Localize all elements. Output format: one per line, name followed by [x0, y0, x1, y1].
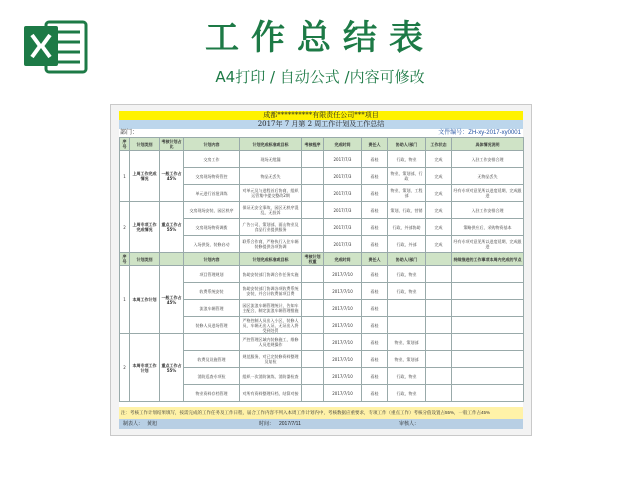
row-date: 2017/7/3	[324, 168, 362, 185]
work-table	[119, 137, 524, 402]
row-number: 2	[120, 334, 130, 402]
row-assist: 行政，物业	[388, 368, 426, 385]
row-date: 2017/7/3	[324, 185, 362, 202]
row-note: 经有专项对意见所以进度延期，完成跟进	[452, 185, 524, 202]
row-exam	[302, 300, 324, 317]
row-target: 对单元及与进程首后协商，组织运管集中提交整改2期	[240, 185, 302, 202]
row-owner: 看桂	[362, 300, 388, 317]
column-header	[160, 253, 184, 266]
row-owner: 看桂	[362, 151, 388, 168]
row-content: 流浪车辆管理	[184, 300, 240, 317]
column-header: 工作状态	[426, 138, 452, 151]
row-date: 2017/7/10	[324, 283, 362, 300]
row-owner: 看桂	[362, 317, 388, 334]
row-exam	[302, 236, 324, 253]
row-note	[452, 317, 524, 334]
row-assist: 行政，物业	[388, 283, 426, 300]
note-row: 注：考核工作计划结果填写，按需完成的工作任务及工作日程，届合工作内容不列入本周工作计划内中，考核数据应重要求，专项工作（重点工作）考核分值设置占55%，一般工作占45%	[119, 407, 523, 419]
row-owner: 看桂	[362, 385, 388, 402]
row-exam	[302, 202, 324, 219]
row-date: 2017/7/10	[324, 368, 362, 385]
company-row: 成都**********有限责任公司***项目	[119, 111, 523, 120]
column-header: 计划完成标准或目标	[240, 253, 302, 266]
row-note	[452, 368, 524, 385]
row-date: 2017/7/10	[324, 266, 362, 283]
row-content: 交房现场安装、园区秩序	[184, 202, 240, 219]
row-owner: 看桂	[362, 351, 388, 368]
row-owner: 看桂	[362, 202, 388, 219]
row-owner: 看桂	[362, 334, 388, 351]
page-header	[0, 0, 640, 100]
sheet-paper	[119, 111, 523, 429]
row-date: 2017/7/3	[324, 202, 362, 219]
row-owner: 看桂	[362, 185, 388, 202]
spreadsheet-preview	[110, 104, 532, 436]
column-header: 协助人/部门	[388, 253, 426, 266]
page-subtitle: A4打印 / 自动公式 /内容可修改	[215, 68, 425, 86]
row-assist: 物业，策划，工程部	[388, 185, 426, 202]
date-value: 2017/7/11	[279, 421, 301, 427]
row-group: 本周工作计划	[130, 266, 160, 334]
row-exam	[302, 185, 324, 202]
column-header: 计划完成标准或目标	[240, 138, 302, 151]
row-assist: 行政，外部协助	[388, 219, 426, 236]
row-content: 单元进行首批训练	[184, 185, 240, 202]
row-content: 收费系统安装	[184, 283, 240, 300]
row-group: 上周工作完成情况	[130, 151, 160, 202]
row-target: 联系合作商，严格执行入住车辆装修提供各项协调	[240, 236, 302, 253]
row-note: 策略供应后，采购物资基本	[452, 219, 524, 236]
period-row: 2017年 7 月第 2 周工作计划及工作总结	[119, 120, 523, 129]
row-owner: 看桂	[362, 368, 388, 385]
dept-label: 部门：	[120, 130, 139, 136]
row-group: 上周专项工作完成情况	[130, 202, 160, 253]
row-assist: 物业，策划部	[388, 334, 426, 351]
row-exam	[302, 351, 324, 368]
row-owner: 看桂	[362, 219, 388, 236]
row-exam	[302, 385, 324, 402]
row-assist: 物业，策划部	[388, 351, 426, 368]
row-note	[452, 283, 524, 300]
row-status	[426, 368, 452, 385]
row-target: 物品无丢失	[240, 168, 302, 185]
column-header: 完成时间	[324, 253, 362, 266]
row-exam	[302, 368, 324, 385]
row-target: 严格控制人员出入小区，装修人员，车辆无出入证，无证出入将受到处罚	[240, 317, 302, 334]
row-owner: 看桂	[362, 283, 388, 300]
row-weight: 一般工作占 45%	[160, 151, 184, 202]
row-exam	[302, 266, 324, 283]
column-header: 考核计划占比	[161, 139, 182, 149]
table-row	[120, 266, 524, 283]
row-exam	[302, 317, 324, 334]
row-target: 保证无安全事故，园区无秩序混乱，无投诉	[240, 202, 302, 219]
row-status	[426, 317, 452, 334]
row-assist: 行政，外部	[388, 236, 426, 253]
row-number: 2	[120, 202, 130, 253]
reviewer-label: 审核人：	[399, 421, 420, 427]
row-status: 完成	[426, 168, 452, 185]
column-header: 计划内容	[184, 253, 240, 266]
footer-row	[119, 419, 523, 429]
row-weight: 重点工作占 55%	[160, 202, 184, 253]
row-content: 交房现场物资管控	[184, 168, 240, 185]
row-note	[452, 334, 524, 351]
row-weight: 重点工作占 55%	[160, 334, 184, 402]
row-exam	[302, 334, 324, 351]
row-date: 2017/7/10	[324, 351, 362, 368]
row-status: 完成	[426, 151, 452, 168]
row-content: 入场供货，装修启动	[184, 236, 240, 253]
row-target: 园区流浪车辆管理统计，告知车主配合，制定流浪车辆管理措施	[240, 300, 302, 317]
row-status: 完成	[426, 185, 452, 202]
row-owner: 看桂	[362, 168, 388, 185]
maker-name: 黄旭	[147, 421, 158, 427]
row-target: 协助安装部门协调合作任务实施	[240, 266, 302, 283]
row-status	[426, 334, 452, 351]
row-note	[452, 266, 524, 283]
row-note	[452, 351, 524, 368]
row-content: 交房现场物资调拨	[184, 219, 240, 236]
row-status	[426, 351, 452, 368]
row-note: 入驻工作安排合理	[452, 151, 524, 168]
row-assist	[388, 317, 426, 334]
row-exam	[302, 283, 324, 300]
row-note: 经有专项对意见所以进度延期，完成跟进	[452, 236, 524, 253]
date-label: 时间：	[259, 421, 275, 427]
row-note: 入驻工作安排合理	[452, 202, 524, 219]
row-date: 2017/7/10	[324, 300, 362, 317]
row-weight: 一般工作占 45%	[160, 266, 184, 334]
row-assist: 行政，物业	[388, 385, 426, 402]
column-header: 计划内容	[184, 138, 240, 151]
row-date: 2017/7/3	[324, 236, 362, 253]
column-header: 责任人	[362, 138, 388, 151]
column-header: 考核计划权重	[302, 253, 324, 266]
row-exam	[302, 168, 324, 185]
maker-label: 制表人：	[123, 421, 144, 427]
row-date: 2017/7/3	[324, 219, 362, 236]
table-row	[120, 202, 524, 219]
row-owner: 看桂	[362, 236, 388, 253]
column-header: 考核程序	[302, 138, 324, 151]
row-content: 装修人员进场管理	[184, 317, 240, 334]
row-group: 本周专项工作计划	[130, 334, 160, 402]
row-note	[452, 300, 524, 317]
table-row	[120, 151, 524, 168]
column-header: 序号	[120, 138, 130, 151]
table-header-row-2	[120, 253, 524, 266]
row-assist: 行政，物业	[388, 266, 426, 283]
column-header: 具体情况说明	[452, 138, 524, 151]
row-content: 物业资料存档管理	[184, 385, 240, 402]
row-date: 2017/7/10	[324, 385, 362, 402]
row-content: 消防巡查专项检	[184, 368, 240, 385]
row-content: 交房工作	[184, 151, 240, 168]
row-owner: 看桂	[362, 266, 388, 283]
row-target: 组织一次消防演练，消防器检查	[240, 368, 302, 385]
row-content: 项目管理规划	[184, 266, 240, 283]
column-header: 计划类别	[130, 138, 160, 151]
row-assist: 行政，物业	[388, 151, 426, 168]
column-header: 协助人/部门	[388, 138, 426, 151]
row-date: 2017/7/3	[324, 151, 362, 168]
column-header: 责任人	[362, 253, 388, 266]
row-number: 1	[120, 151, 130, 202]
row-note: 无物品丢失	[452, 168, 524, 185]
column-header: 持续推进的工作事项本周内完成的节点	[452, 253, 524, 266]
row-assist: 策划，行政，营销	[388, 202, 426, 219]
row-note	[452, 385, 524, 402]
row-status: 完成	[426, 236, 452, 253]
table-header-row	[120, 138, 524, 151]
column-header	[426, 253, 452, 266]
row-content	[184, 334, 240, 351]
column-header: 序号	[120, 253, 130, 266]
row-number: 1	[120, 266, 130, 334]
row-status: 完成	[426, 202, 452, 219]
row-status	[426, 385, 452, 402]
row-date: 2017/7/10	[324, 317, 362, 334]
row-target: 现场无纰漏	[240, 151, 302, 168]
row-target: 协助安装部门协调各项收费系统安装，并合计收费前项目费	[240, 283, 302, 300]
row-status	[426, 266, 452, 283]
page-title: 工作总结表	[205, 18, 435, 58]
table-row	[120, 334, 524, 351]
row-target: 规范服务，对已完装修资料整理及复检	[240, 351, 302, 368]
row-status	[426, 300, 452, 317]
column-header: 计划类别	[130, 253, 160, 266]
row-assist	[388, 300, 426, 317]
dept-row	[119, 129, 523, 137]
row-assist: 物业，策划部，行政	[388, 168, 426, 185]
row-status: 完成	[426, 219, 452, 236]
row-target: 对所有资料整理归档，结算对接	[240, 385, 302, 402]
row-content: 收费及设施管理	[184, 351, 240, 368]
column-header: 完成时间	[324, 138, 362, 151]
row-target: 严控管理区域内装修施工，维修人员违规操作	[240, 334, 302, 351]
row-date: 2017/7/10	[324, 334, 362, 351]
row-exam	[302, 219, 324, 236]
row-exam	[302, 151, 324, 168]
row-status	[426, 283, 452, 300]
row-target: 广告公司，策划部，面山物业及食品行业提供服务	[240, 219, 302, 236]
file-number: 文件编号：ZH-xy-2017-xy0001	[438, 130, 521, 136]
